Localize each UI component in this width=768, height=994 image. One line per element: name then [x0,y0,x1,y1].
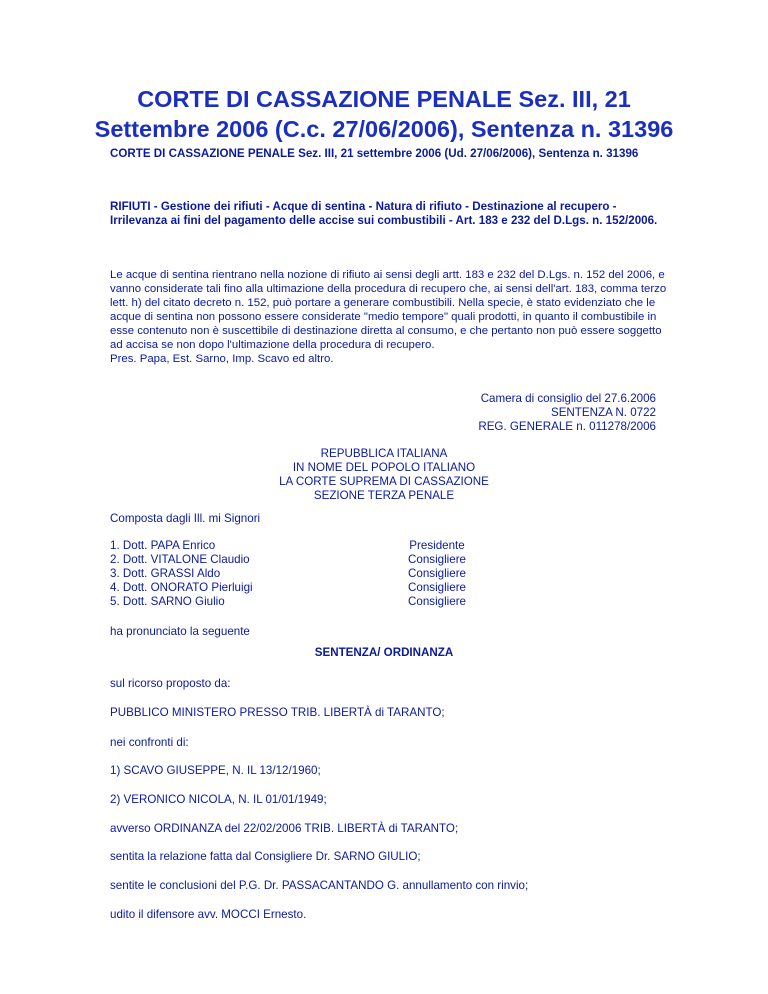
judge-row [110,553,510,567]
judge-name: 4. Dott. ONORATO Pierluigi [110,581,253,594]
hearing-date: Camera di consiglio del 27.6.2006 [480,392,656,405]
hearing-details [478,392,656,434]
title-line-2: Settembre 2006 (C.c. 27/06/2006), Sentenza n. 31396 [94,116,674,142]
judge-row [110,567,510,581]
judge-role: Presidente [409,539,465,552]
summary-text: Le acque di sentina rientrano nella nozione di rifiuto ai sensi degli artt. 183 e 232 del D.Lgs. n. 152 del 2006, e vanno considerate tali fino alla ultimazione della procedura di recupero che, ai sensi dell'art. 183, comma terzo lett. h) del citato decreto n. 152, può portare a generare combustibili. Nella specie, è stato evidenziato che le acque di sentina non possono essere considerate "medio tempore" quali prodotti, in quanto il combustibile in esse contenuto non è suscettibile di destinazione diretta al consumo, e che pertanto non può essere soggetto ad accisa se non dopo l'ultimazione della procedura di recupero. [110,269,667,351]
defendant-1: 1) SCAVO GIUSEPPE, N. IL 13/12/1960; [110,764,321,777]
case-subheading: CORTE DI CASSAZIONE PENALE Sez. III, 21 settembre 2006 (Ud. 27/06/2006), Sentenza n. 31396 [110,147,639,160]
judge-role: Consigliere [408,567,466,580]
case-summary [110,268,670,366]
against-line: nei confronti di: [110,736,189,749]
judge-role: Consigliere [408,595,466,608]
massima-keywords: RIFIUTI - Gestione dei rifiuti - Acque di sentina - Natura di rifiuto - Destinazione al recupero - Irrilevanza ai fini del pagamento delle accise sui combustibili - Art. 183 e 232 del D.Lgs. n. 152/2006. [110,200,658,227]
judge-name: 1. Dott. PAPA Enrico [110,539,216,552]
defendant-2: 2) VERONICO NICOLA, N. IL 01/01/1949; [110,793,327,806]
court-heading-line-4: SEZIONE TERZA PENALE [313,489,455,502]
court-heading-line-1: REPUBBLICA ITALIANA [320,447,448,460]
composition-intro: Composta dagli Ill. mi Signori [110,512,261,525]
title-line-1: CORTE DI CASSAZIONE PENALE Sez. III, 21 [137,86,631,112]
parties-line: Pres. Papa, Est. Sarno, Imp. Scavo ed altro. [110,353,334,365]
judge-row [110,581,510,595]
prosecutor-line: PUBBLICO MINISTERO PRESSO TRIB. LIBERTÀ di TARANTO; [110,706,445,719]
court-heading [234,447,534,503]
judge-role: Consigliere [408,553,466,566]
court-heading-line-2: IN NOME DEL POPOLO ITALIANO [292,461,476,474]
document-title [60,84,708,144]
conclusions-line: sentite le conclusioni del P.G. Dr. PASSACANTANDO G. annullamento con rinvio; [110,879,529,892]
judge-role: Consigliere [408,581,466,594]
judge-name: 5. Dott. SARNO Giulio [110,595,225,608]
pronounced-line: ha pronunciato la seguente [110,625,250,638]
appeal-line: sul ricorso proposto da: [110,677,231,690]
sentence-number: SENTENZA N. 0722 [550,406,656,419]
judge-row [110,539,510,553]
report-line: sentita la relazione fatta dal Consigliere Dr. SARNO GIULIO; [110,850,421,863]
judge-name: 3. Dott. GRASSI Aldo [110,567,221,580]
order-line: avverso ORDINANZA del 22/02/2006 TRIB. LIBERTÀ di TARANTO; [110,822,459,835]
judges-list [110,539,510,609]
general-register: REG. GENERALE n. 011278/2006 [478,420,656,433]
defender-line: udito il difensore avv. MOCCI Ernesto. [110,908,307,921]
judge-name: 2. Dott. VITALONE Claudio [110,553,250,566]
sentence-heading: SENTENZA/ ORDINANZA [314,646,454,659]
court-heading-line-3: LA CORTE SUPREMA DI CASSAZIONE [279,475,489,488]
judge-row [110,595,510,609]
